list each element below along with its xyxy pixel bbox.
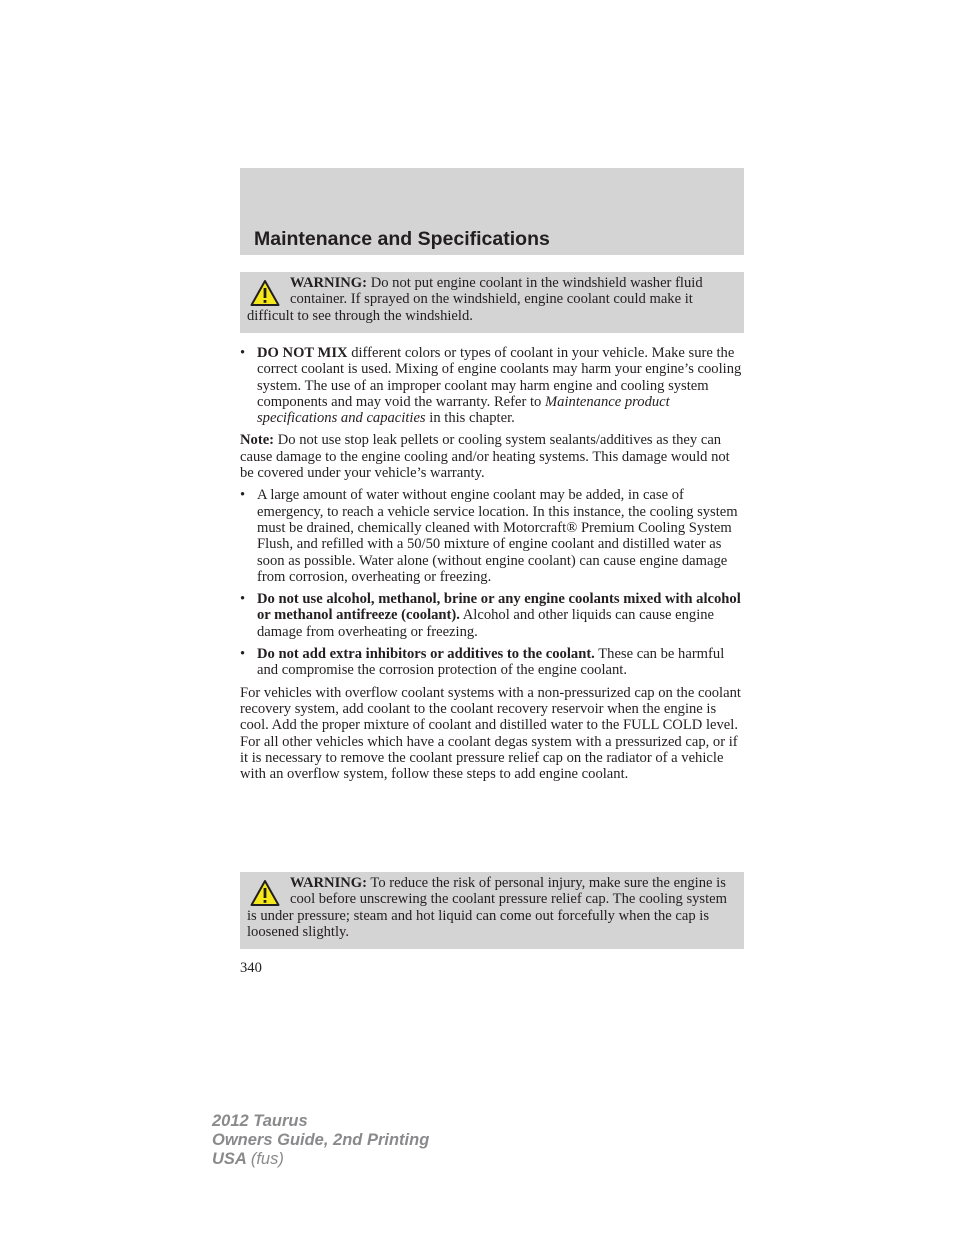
- warning-box-pressure-cap: [240, 872, 744, 949]
- footer-edition: Owners Guide, 2nd Printing: [212, 1131, 430, 1149]
- bullet-text: different colors or types of coolant in your vehicle. Make sure the correct coolant is used. Mixing of engine coolants may harm your engine’s cooling system. The use of an improper coolant may harm engine and cooling system components and may void the warranty. Refer to: [257, 345, 742, 410]
- note-label: Note:: [240, 432, 275, 449]
- bullet-symbol: •: [240, 646, 246, 663]
- list-item: [240, 646, 744, 679]
- bullet-text-tail: in this chapter.: [429, 410, 515, 427]
- warning-text: To reduce the risk of personal injury, make sure the engine is cool before unscrewing the coolant pressure relief cap. The cooling system is under pressure; steam and hot liquid can come out forcefully when the cap is loosened slightly.: [247, 875, 727, 940]
- page-number: 340: [240, 960, 262, 976]
- list-item: [240, 591, 744, 640]
- footer-region: [212, 1150, 429, 1169]
- bullet-bold-text: DO NOT MIX: [257, 345, 348, 361]
- bullet-text: These can be harmful and compromise the corrosion protection of the engine coolant.: [257, 646, 725, 679]
- section-header-band: [240, 168, 744, 255]
- bullet-symbol: •: [240, 591, 246, 608]
- document-footer: [212, 1112, 429, 1169]
- bullet-text-continued: Premium Cooling System Flush, and refilled with a 50/50 mixture of engine coolant and distilled water as soon as possible. Water alone (without engine coolant) can cause engine damage from corrosion, overheating or freezing.: [257, 519, 732, 585]
- bullet-text: Alcohol and other liquids can cause engine damage from overheating or freezing.: [257, 607, 715, 640]
- bullet-bold-text: Do not add extra inhibitors or additives to the coolant.: [257, 646, 595, 663]
- footer-model: 2012 Taurus: [212, 1112, 308, 1130]
- footer-country: USA: [212, 1150, 247, 1168]
- list-item: [240, 487, 744, 585]
- bullet-symbol: •: [240, 487, 246, 504]
- main-content: [240, 345, 744, 788]
- warning-triangle-icon: [250, 279, 280, 307]
- note-text: Do not use stop leak pellets or cooling system sealants/additives as they can cause damage to the engine cooling and/or heating systems. This damage would not be covered under your vehicle’s warranty.: [240, 432, 730, 482]
- warning-triangle-icon: [250, 879, 280, 907]
- note-paragraph: [240, 432, 744, 481]
- cross-reference-title: Maintenance product specifications and capacities: [257, 393, 670, 427]
- section-title: Maintenance and Specifications: [254, 228, 550, 250]
- warning-box-washer-fluid: [240, 272, 744, 333]
- footer-code: (fus): [250, 1150, 284, 1168]
- warning-label: WARNING:: [290, 275, 368, 291]
- list-item: [240, 345, 744, 426]
- bullet-symbol: •: [240, 345, 246, 361]
- warning-text: Do not put engine coolant in the windshield washer fluid container. If sprayed on the windshield, engine coolant could make it difficult to see through the windshield.: [247, 275, 703, 324]
- bullet-text: A large amount of water without engine coolant may be added, in case of emergency, to reach a vehicle service location. In this instance, the cooling system must be drained, chemically cleaned with Motorcraft®: [257, 487, 738, 536]
- bullet-bold-text: Do not use alcohol, methanol, brine or any engine coolants mixed with alcohol or methanol antifreeze (coolant).: [257, 591, 741, 624]
- body-paragraph: For vehicles with overflow coolant systems with a non-pressurized cap on the coolant recovery system, add coolant to the coolant recovery reservoir when the engine is cool. Add the proper mixture of coolant and distilled water to the FULL COLD level. For all other vehicles which have a coolant degas system with a pressurized cap, or if it is necessary to remove the coolant pressure relief cap on the radiator of a vehicle with an overflow system, follow these steps to add engine coolant.: [240, 684, 741, 783]
- warning-label: WARNING:: [290, 875, 368, 891]
